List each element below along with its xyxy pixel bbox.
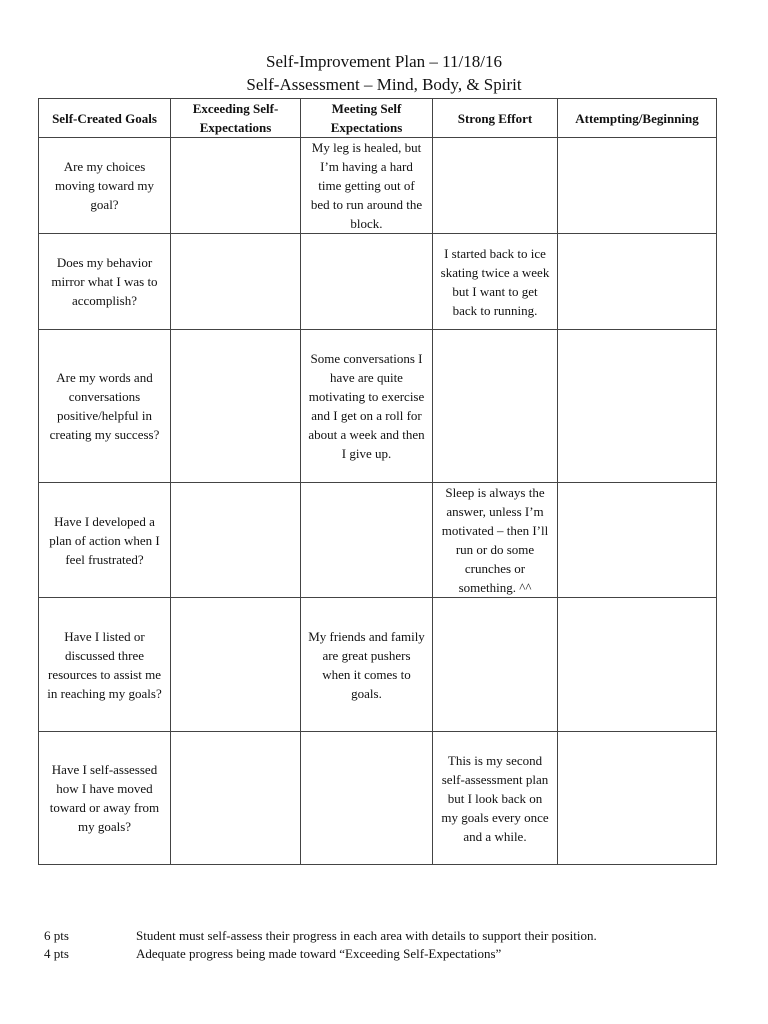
goal-cell: Have I self-assessed how I have moved toward or away from my goals?	[39, 732, 171, 865]
strong-effort-cell: I started back to ice skating twice a week but I want to get back to running.	[433, 234, 558, 330]
document-title: Self-Improvement Plan – 11/18/16	[266, 52, 502, 71]
table-row	[39, 598, 717, 732]
meeting-cell	[301, 234, 433, 330]
attempting-cell	[558, 598, 717, 732]
header-strong-effort: Strong Effort	[433, 99, 558, 138]
exceeding-cell	[171, 732, 301, 865]
rubric-description: Adequate progress being made toward “Exceeding Self-Expectations”	[136, 946, 502, 961]
header-exceeding: Exceeding Self-Expectations	[171, 99, 301, 138]
header-goals: Self-Created Goals	[39, 99, 171, 138]
rubric-description: Student must self-assess their progress in each area with details to support their position.	[136, 928, 597, 943]
goal-cell: Have I listed or discussed three resources to assist me in reaching my goals?	[39, 598, 171, 732]
meeting-cell: Some conversations I have are quite motivating to exercise and I get on a roll for about a week and then I give up.	[301, 330, 433, 483]
table-row	[39, 732, 717, 865]
goal-cell: Does my behavior mirror what I was to accomplish?	[39, 234, 171, 330]
attempting-cell	[558, 330, 717, 483]
goal-cell: Are my choices moving toward my goal?	[39, 138, 171, 234]
rubric-points: 4 pts	[44, 946, 69, 961]
table-row	[39, 138, 717, 234]
exceeding-cell	[171, 138, 301, 234]
goal-cell: Have I developed a plan of action when I feel frustrated?	[39, 483, 171, 598]
exceeding-cell	[171, 234, 301, 330]
strong-effort-cell: This is my second self-assessment plan but I look back on my goals every once and a while.	[433, 732, 558, 865]
document-subtitle: Self-Assessment – Mind, Body, & Spirit	[246, 75, 522, 94]
attempting-cell	[558, 234, 717, 330]
table-row	[39, 234, 717, 330]
self-assessment-table	[38, 98, 717, 865]
table-header-row	[39, 99, 717, 138]
meeting-cell	[301, 483, 433, 598]
strong-effort-cell: Sleep is always the answer, unless I’m motivated – then I’ll run or do some crunches or something. ^^	[433, 483, 558, 598]
table-row	[39, 330, 717, 483]
rubric-line	[44, 927, 597, 944]
rubric-line	[44, 945, 501, 962]
goal-cell: Are my words and conversations positive/helpful in creating my success?	[39, 330, 171, 483]
meeting-cell: My friends and family are great pushers when it comes to goals.	[301, 598, 433, 732]
attempting-cell	[558, 732, 717, 865]
table-row	[39, 483, 717, 598]
exceeding-cell	[171, 330, 301, 483]
strong-effort-cell	[433, 330, 558, 483]
strong-effort-cell	[433, 598, 558, 732]
meeting-cell	[301, 732, 433, 865]
strong-effort-cell	[433, 138, 558, 234]
rubric-points: 6 pts	[44, 928, 69, 943]
exceeding-cell	[171, 598, 301, 732]
exceeding-cell	[171, 483, 301, 598]
attempting-cell	[558, 483, 717, 598]
attempting-cell	[558, 138, 717, 234]
header-attempting: Attempting/Beginning	[558, 99, 717, 138]
meeting-cell: My leg is healed, but I’m having a hard time getting out of bed to run around the block.	[301, 138, 433, 234]
header-meeting: Meeting Self Expectations	[301, 99, 433, 138]
